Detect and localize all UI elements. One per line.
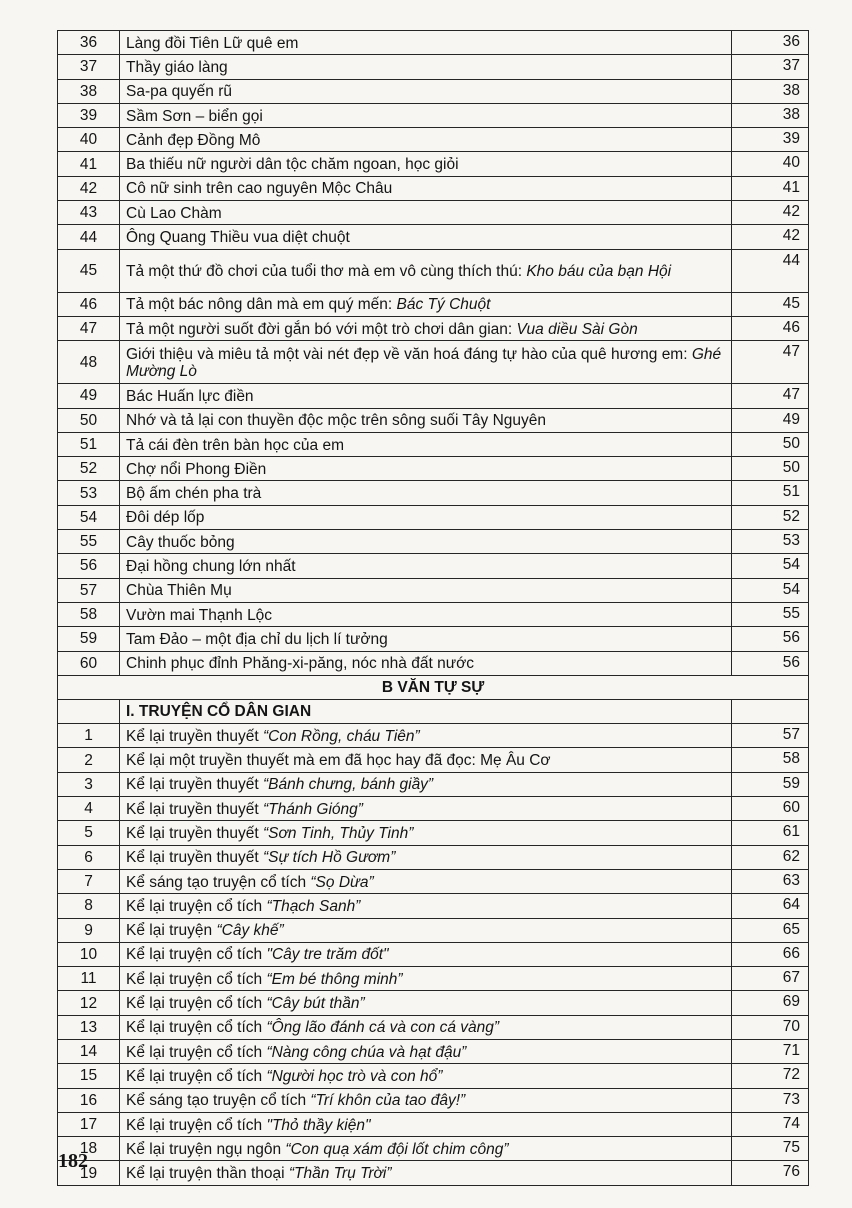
toc-part-a (58, 31, 809, 676)
entry-number: 42 (58, 176, 120, 200)
entry-page: 44 (732, 249, 809, 292)
entry-title-text: Kể lại truyền thuyết (126, 824, 263, 842)
entry-page: 54 (732, 578, 809, 602)
entry-number: 8 (58, 894, 120, 918)
entry-title-italic: “Sự tích Hồ Gươm” (263, 849, 396, 867)
entry-number: 49 (58, 384, 120, 408)
toc-row (58, 225, 809, 249)
entry-title (120, 31, 732, 55)
entry-number: 9 (58, 918, 120, 942)
entry-page: 38 (732, 79, 809, 103)
entry-title (120, 1064, 732, 1088)
subsection-heading: I. TRUYỆN CỔ DÂN GIAN (120, 699, 732, 723)
toc-row (58, 991, 809, 1015)
entry-title-italic: “Nàng công chúa và hạt đậu” (266, 1043, 467, 1061)
entry-title (120, 918, 732, 942)
entry-page: 38 (732, 103, 809, 127)
subsection-page-cell (732, 699, 809, 723)
entry-title-text: Sa-pa quyến rũ (126, 83, 232, 101)
entry-page: 54 (732, 554, 809, 578)
entry-title (120, 408, 732, 432)
entry-page: 46 (732, 316, 809, 340)
toc-row (58, 578, 809, 602)
entry-page: 42 (732, 225, 809, 249)
toc-row (58, 481, 809, 505)
toc-row (58, 128, 809, 152)
entry-title-text: Chinh phục đỉnh Phăng-xi-păng, nóc nhà đất nước (126, 655, 474, 673)
entry-page: 42 (732, 201, 809, 225)
toc-row (58, 316, 809, 340)
entry-number: 55 (58, 530, 120, 554)
entry-title-text: Kể lại truyện cổ tích (126, 946, 267, 964)
entry-title-text: Kể lại truyền thuyết (126, 776, 263, 794)
toc-row (58, 530, 809, 554)
entry-title-text: Tả một người suốt đời gắn bó với một trò chơi dân gian: (126, 320, 517, 338)
entry-page: 40 (732, 152, 809, 176)
entry-number: 53 (58, 481, 120, 505)
entry-title (120, 578, 732, 602)
entry-number: 17 (58, 1112, 120, 1136)
toc-row (58, 505, 809, 529)
toc-row (58, 249, 809, 292)
entry-number: 43 (58, 201, 120, 225)
entry-title (120, 991, 732, 1015)
entry-title-text: Bộ ấm chén pha trà (126, 485, 262, 503)
entry-title (120, 1112, 732, 1136)
entry-title (120, 292, 732, 316)
entry-title (120, 724, 732, 748)
toc-row (58, 918, 809, 942)
entry-number: 48 (58, 341, 120, 384)
entry-title (120, 225, 732, 249)
entry-title-text: Kể lại một truyền thuyết mà em đã học hay đã đọc: Mẹ Âu Cơ (126, 752, 551, 770)
entry-title (120, 942, 732, 966)
entry-page: 69 (732, 991, 809, 1015)
entry-title-text: Kể lại truyện cổ tích (126, 897, 267, 915)
entry-number: 41 (58, 152, 120, 176)
section-heading: B VĂN TỰ SỰ (58, 675, 809, 699)
entry-number: 3 (58, 772, 120, 796)
entry-title-italic: “Sọ Dừa” (310, 873, 374, 891)
entry-page: 73 (732, 1088, 809, 1112)
entry-title-text: Kể lại truyện ngụ ngôn (126, 1140, 286, 1158)
toc-part-b (58, 724, 809, 1186)
entry-title (120, 894, 732, 918)
entry-title (120, 316, 732, 340)
toc-row (58, 1161, 809, 1185)
entry-title (120, 554, 732, 578)
entry-title (120, 481, 732, 505)
entry-page: 70 (732, 1015, 809, 1039)
entry-title-text: Kể sáng tạo truyện cổ tích (126, 873, 311, 891)
entry-page: 62 (732, 845, 809, 869)
toc-section-b-header (58, 675, 809, 723)
entry-title-text: Chợ nổi Phong Điền (126, 460, 267, 478)
entry-title (120, 432, 732, 456)
entry-title (120, 201, 732, 225)
entry-title (120, 821, 732, 845)
entry-page: 55 (732, 602, 809, 626)
toc-row (58, 821, 809, 845)
entry-title (120, 627, 732, 651)
entry-number: 16 (58, 1088, 120, 1112)
entry-page: 75 (732, 1137, 809, 1161)
entry-title-italic: “Em bé thông minh” (266, 970, 403, 988)
table-of-contents (57, 30, 809, 1186)
toc-row (58, 724, 809, 748)
toc-row (58, 1015, 809, 1039)
entry-page: 76 (732, 1161, 809, 1185)
entry-number: 57 (58, 578, 120, 602)
entry-page: 39 (732, 128, 809, 152)
entry-title-italic: “Cây khế” (216, 922, 284, 940)
entry-number: 36 (58, 31, 120, 55)
entry-title-italic: “Ông lão đánh cá và con cá vàng” (266, 1019, 500, 1037)
entry-title (120, 602, 732, 626)
entry-page: 60 (732, 797, 809, 821)
entry-title (120, 748, 732, 772)
entry-number: 60 (58, 651, 120, 675)
entry-title-text: Cảnh đẹp Đồng Mô (126, 131, 261, 149)
toc-row (58, 201, 809, 225)
toc-row (58, 103, 809, 127)
toc-row (58, 292, 809, 316)
entry-title (120, 103, 732, 127)
entry-title (120, 967, 732, 991)
entry-title (120, 457, 732, 481)
entry-number: 4 (58, 797, 120, 821)
entry-title-italic: Kho báu của bạn Hội (526, 262, 672, 280)
entry-page: 58 (732, 748, 809, 772)
entry-number: 6 (58, 845, 120, 869)
entry-title-text: Tam Đảo – một địa chỉ du lịch lí tưởng (126, 630, 388, 648)
entry-title (120, 249, 732, 292)
entry-title-text: Vườn mai Thạnh Lộc (126, 606, 273, 624)
entry-page: 56 (732, 651, 809, 675)
entry-page: 56 (732, 627, 809, 651)
toc-row (58, 942, 809, 966)
entry-title-text: Kể lại truyện thần thoại (126, 1165, 289, 1183)
entry-title (120, 79, 732, 103)
entry-page: 51 (732, 481, 809, 505)
toc-row (58, 408, 809, 432)
entry-number: 44 (58, 225, 120, 249)
entry-title-text: Kể sáng tạo truyện cổ tích (126, 1092, 311, 1110)
entry-title (120, 384, 732, 408)
entry-title-text: Giới thiệu và miêu tả một vài nét đẹp về văn hoá đáng tự hào của quê hương em: (126, 345, 692, 363)
entry-number: 50 (58, 408, 120, 432)
toc-row (58, 748, 809, 772)
entry-title-text: Tả một bác nông dân mà em quý mến: (126, 296, 397, 314)
entry-page: 50 (732, 432, 809, 456)
toc-row (58, 384, 809, 408)
entry-title (120, 55, 732, 79)
entry-title-text: Kể lại truyền thuyết (126, 849, 263, 867)
entry-page: 50 (732, 457, 809, 481)
entry-title-text: Kể lại truyện cổ tích (126, 1019, 267, 1037)
entry-title (120, 1015, 732, 1039)
toc-row (58, 1088, 809, 1112)
entry-title-italic: “Trí khôn của tao đây!” (310, 1092, 466, 1110)
entry-number: 14 (58, 1039, 120, 1063)
entry-title (120, 530, 732, 554)
entry-title (120, 1039, 732, 1063)
toc-row (58, 894, 809, 918)
subsection-heading-row (58, 699, 809, 723)
entry-page: 66 (732, 942, 809, 966)
entry-page: 59 (732, 772, 809, 796)
entry-title-italic: “Người học trò và con hổ” (266, 1067, 443, 1085)
entry-page: 65 (732, 918, 809, 942)
entry-number: 13 (58, 1015, 120, 1039)
entry-number: 5 (58, 821, 120, 845)
entry-title (120, 772, 732, 796)
toc-row (58, 602, 809, 626)
entry-page: 37 (732, 55, 809, 79)
entry-title-text: Kể lại truyện cổ tích (126, 995, 267, 1013)
entry-title-italic: “Bánh chưng, bánh giầy” (263, 776, 434, 794)
section-heading-row (58, 675, 809, 699)
entry-page: 64 (732, 894, 809, 918)
toc-row (58, 554, 809, 578)
toc-row (58, 797, 809, 821)
entry-number: 39 (58, 103, 120, 127)
entry-title (120, 1161, 732, 1185)
entry-page: 36 (732, 31, 809, 55)
entry-page: 47 (732, 384, 809, 408)
entry-page: 63 (732, 869, 809, 893)
toc-row (58, 627, 809, 651)
entry-number: 51 (58, 432, 120, 456)
entry-number: 45 (58, 249, 120, 292)
entry-title (120, 845, 732, 869)
toc-row (58, 845, 809, 869)
entry-title-text: Kể lại truyện cổ tích (126, 1116, 267, 1134)
entry-title-text: Cây thuốc bỏng (126, 533, 235, 551)
entry-title-italic: “Con quạ xám đội lốt chim công” (285, 1140, 509, 1158)
entry-number: 11 (58, 967, 120, 991)
entry-number: 1 (58, 724, 120, 748)
entry-number: 15 (58, 1064, 120, 1088)
entry-title-italic: Bác Tý Chuột (396, 296, 491, 314)
entry-title-italic: Ghé Mường Lò (126, 345, 722, 380)
entry-page: 47 (732, 341, 809, 384)
entry-title (120, 1137, 732, 1161)
toc-row (58, 1112, 809, 1136)
toc-row (58, 869, 809, 893)
entry-page: 49 (732, 408, 809, 432)
entry-number: 58 (58, 602, 120, 626)
entry-title-text: Tả một thứ đồ chơi của tuổi thơ mà em vô cùng thích thú: (126, 262, 527, 280)
entry-title-text: Kể lại truyền thuyết (126, 727, 263, 745)
entry-title (120, 128, 732, 152)
toc-row (58, 772, 809, 796)
toc-row (58, 967, 809, 991)
entry-title-text: Đại hồng chung lớn nhất (126, 557, 296, 575)
toc-row (58, 1137, 809, 1161)
entry-title (120, 341, 732, 384)
entry-title-text: Ông Quang Thiều vua diệt chuột (126, 229, 350, 247)
entry-number: 46 (58, 292, 120, 316)
entry-title-text: Kể lại truyện cổ tích (126, 1043, 267, 1061)
entry-title-text: Cù Lao Chàm (126, 204, 222, 222)
toc-row (58, 55, 809, 79)
entry-title-text: Làng đồi Tiên Lữ quê em (126, 34, 299, 52)
entry-title (120, 797, 732, 821)
entry-title-italic: “Cây bút thần” (266, 995, 365, 1013)
toc-row (58, 1064, 809, 1088)
entry-title-text: Kể lại truyện cổ tích (126, 1067, 267, 1085)
entry-page: 72 (732, 1064, 809, 1088)
subsection-num-cell (58, 699, 120, 723)
entry-title-text: Sầm Sơn – biển gọi (126, 107, 263, 125)
entry-title-text: Tả cái đèn trên bàn học của em (126, 436, 344, 454)
entry-page: 71 (732, 1039, 809, 1063)
toc-row (58, 176, 809, 200)
entry-number: 19 (58, 1161, 120, 1185)
toc-row (58, 457, 809, 481)
entry-title (120, 1088, 732, 1112)
entry-title-text: Cô nữ sinh trên cao nguyên Mộc Châu (126, 180, 393, 198)
entry-title-text: Thầy giáo làng (126, 58, 228, 76)
entry-page: 45 (732, 292, 809, 316)
entry-title-italic: “Thánh Gióng” (263, 800, 363, 818)
entry-title-text: Kể lại truyện cổ tích (126, 970, 267, 988)
entry-title (120, 651, 732, 675)
entry-page: 67 (732, 967, 809, 991)
entry-title-italic: “Thần Trụ Trời” (288, 1165, 392, 1183)
entry-number: 56 (58, 554, 120, 578)
entry-page: 52 (732, 505, 809, 529)
entry-title-italic: Vua diều Sài Gòn (516, 320, 638, 338)
entry-title-text: Kể lại truyền thuyết (126, 800, 263, 818)
toc-row (58, 651, 809, 675)
entry-title (120, 176, 732, 200)
toc-row (58, 152, 809, 176)
entry-title-italic: “Sơn Tinh, Thủy Tinh” (263, 824, 414, 842)
entry-number: 18 (58, 1137, 120, 1161)
entry-title-text: Đôi dép lốp (126, 509, 205, 527)
entry-number: 12 (58, 991, 120, 1015)
entry-title-italic: "Cây tre trăm đốt" (266, 946, 389, 964)
toc-row (58, 341, 809, 384)
toc-row (58, 432, 809, 456)
entry-number: 2 (58, 748, 120, 772)
entry-number: 37 (58, 55, 120, 79)
page-number: 182 (58, 1150, 88, 1172)
toc-row (58, 79, 809, 103)
entry-number: 10 (58, 942, 120, 966)
entry-number: 52 (58, 457, 120, 481)
entry-title-text: Kể lại truyện (126, 922, 217, 940)
entry-number: 40 (58, 128, 120, 152)
entry-title-text: Chùa Thiên Mụ (126, 582, 232, 600)
entry-title (120, 869, 732, 893)
entry-title-text: Ba thiếu nữ người dân tộc chăm ngoan, học giỏi (126, 156, 459, 174)
entry-page: 61 (732, 821, 809, 845)
entry-page: 57 (732, 724, 809, 748)
entry-page: 53 (732, 530, 809, 554)
entry-number: 59 (58, 627, 120, 651)
toc-row (58, 1039, 809, 1063)
entry-number: 54 (58, 505, 120, 529)
toc-row (58, 31, 809, 55)
entry-title-italic: “Thạch Sanh” (266, 897, 361, 915)
entry-title-italic: "Thỏ thầy kiện" (266, 1116, 371, 1134)
entry-title (120, 152, 732, 176)
entry-title-text: Nhớ và tả lại con thuyền độc mộc trên sông suối Tây Nguyên (126, 412, 546, 430)
entry-title-italic: “Con Rồng, cháu Tiên” (263, 727, 420, 745)
entry-page: 41 (732, 176, 809, 200)
entry-title (120, 505, 732, 529)
entry-number: 47 (58, 316, 120, 340)
entry-number: 7 (58, 869, 120, 893)
entry-page: 74 (732, 1112, 809, 1136)
entry-title-text: Bác Huấn lực điền (126, 387, 254, 405)
entry-number: 38 (58, 79, 120, 103)
